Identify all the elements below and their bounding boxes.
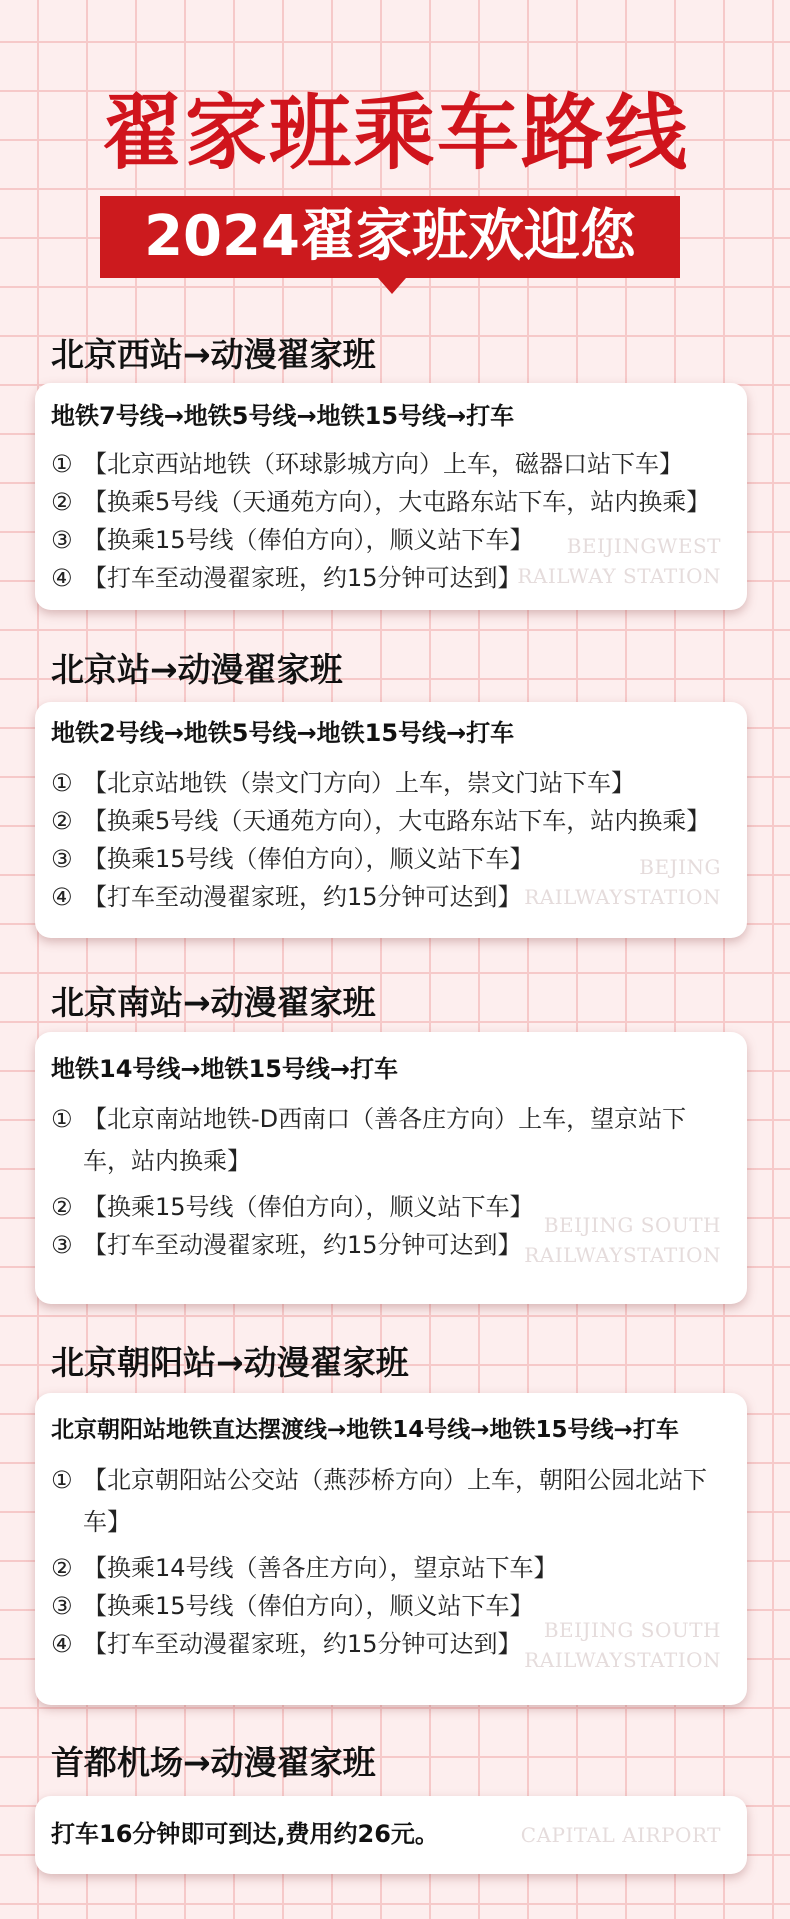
step-number: ② bbox=[51, 1554, 73, 1582]
watermark-line: BEJING bbox=[639, 855, 721, 879]
step-text: 【北京站地铁（崇文门方向）上车，崇文门站下车】 bbox=[83, 769, 635, 797]
step-number: ③ bbox=[51, 1592, 73, 1620]
step-item bbox=[51, 764, 729, 802]
route-summary: 打车16分钟即可到达,费用约26元。 bbox=[51, 1820, 439, 1848]
step-text: 【换乘15号线（俸伯方向），顺义站下车】 bbox=[83, 1592, 534, 1620]
step-number: ① bbox=[51, 769, 73, 797]
route-card-beijing-chaoyang bbox=[35, 1393, 747, 1705]
step-number: ④ bbox=[51, 564, 73, 592]
section-title-beijing-west: 北京西站→动漫翟家班 bbox=[51, 335, 376, 374]
watermark-line: RAILWAYSTATION bbox=[524, 1243, 721, 1267]
step-text: 【北京南站地铁-D西南口（善各庄方向）上车，望京站下车，站内换乘】 bbox=[83, 1105, 687, 1175]
page-title: 翟家班乘车路线 bbox=[100, 86, 689, 181]
watermark-line: RAILWAYSTATION bbox=[524, 885, 721, 909]
watermark bbox=[521, 1820, 721, 1850]
step-item bbox=[51, 802, 729, 840]
step-text: 【换乘15号线（俸伯方向），顺义站下车】 bbox=[83, 845, 534, 873]
watermark bbox=[524, 1210, 721, 1270]
step-number: ② bbox=[51, 1193, 73, 1221]
step-item bbox=[51, 1098, 729, 1182]
step-number: ① bbox=[51, 450, 73, 478]
section-title-beijing: 北京站→动漫翟家班 bbox=[51, 650, 343, 689]
banner-pointer bbox=[378, 278, 406, 294]
watermark-line: BEIJING SOUTH bbox=[543, 1618, 721, 1642]
watermark bbox=[524, 852, 721, 912]
watermark-line: CAPITAL AIRPORT bbox=[520, 1823, 721, 1847]
welcome-banner: 2024翟家班欢迎您 bbox=[100, 196, 680, 278]
step-number: ① bbox=[51, 1466, 73, 1494]
step-item bbox=[51, 483, 729, 521]
route-summary: 地铁2号线→地铁5号线→地铁15号线→打车 bbox=[51, 719, 515, 747]
step-number: ④ bbox=[51, 883, 73, 911]
route-summary: 地铁7号线→地铁5号线→地铁15号线→打车 bbox=[51, 402, 515, 430]
step-text: 【打车至动漫翟家班，约15分钟可达到】 bbox=[83, 1630, 522, 1658]
step-number: ③ bbox=[51, 845, 73, 873]
step-number: ④ bbox=[51, 1630, 73, 1658]
watermark bbox=[517, 531, 721, 591]
step-text: 【换乘15号线（俸伯方向），顺义站下车】 bbox=[83, 526, 534, 554]
step-text: 【北京西站地铁（环球影城方向）上车，磁器口站下车】 bbox=[83, 450, 683, 478]
step-text: 【北京朝阳站公交站（燕莎桥方向）上车，朝阳公园北站下车】 bbox=[83, 1466, 707, 1536]
step-text: 【打车至动漫翟家班，约15分钟可达到】 bbox=[83, 883, 522, 911]
watermark-line: BEIJINGWEST bbox=[566, 534, 721, 558]
step-number: ③ bbox=[51, 526, 73, 554]
watermark-line: RAILWAYSTATION bbox=[524, 1648, 721, 1672]
step-text: 【换乘5号线（天通苑方向），大屯路东站下车，站内换乘】 bbox=[83, 807, 711, 835]
watermark-line: BEIJING SOUTH bbox=[543, 1213, 721, 1237]
route-card-beijing-west bbox=[35, 383, 747, 610]
step-text: 【换乘15号线（俸伯方向），顺义站下车】 bbox=[83, 1193, 534, 1221]
step-text: 【打车至动漫翟家班，约15分钟可达到】 bbox=[83, 1231, 522, 1259]
route-card-beijing bbox=[35, 702, 747, 938]
step-number: ③ bbox=[51, 1231, 73, 1259]
step-number: ② bbox=[51, 807, 73, 835]
watermark bbox=[524, 1615, 721, 1675]
watermark-line: RAILWAY STATION bbox=[517, 564, 721, 588]
route-summary: 北京朝阳站地铁直达摆渡线→地铁14号线→地铁15号线→打车 bbox=[51, 1417, 679, 1443]
step-number: ① bbox=[51, 1105, 73, 1133]
step-item bbox=[51, 445, 729, 483]
route-card-capital-airport bbox=[35, 1796, 747, 1874]
step-item bbox=[51, 1549, 729, 1587]
section-title-capital-airport: 首都机场→动漫翟家班 bbox=[51, 1743, 376, 1782]
step-text: 【换乘5号线（天通苑方向），大屯路东站下车，站内换乘】 bbox=[83, 488, 711, 516]
step-number: ② bbox=[51, 488, 73, 516]
section-title-beijing-south: 北京南站→动漫翟家班 bbox=[51, 983, 376, 1022]
step-item bbox=[51, 1459, 729, 1543]
route-summary: 地铁14号线→地铁15号线→打车 bbox=[51, 1055, 399, 1083]
section-title-beijing-chaoyang: 北京朝阳站→动漫翟家班 bbox=[51, 1343, 409, 1382]
step-text: 【换乘14号线（善各庄方向），望京站下车】 bbox=[83, 1554, 558, 1582]
step-text: 【打车至动漫翟家班，约15分钟可达到】 bbox=[83, 564, 522, 592]
route-card-beijing-south bbox=[35, 1032, 747, 1304]
